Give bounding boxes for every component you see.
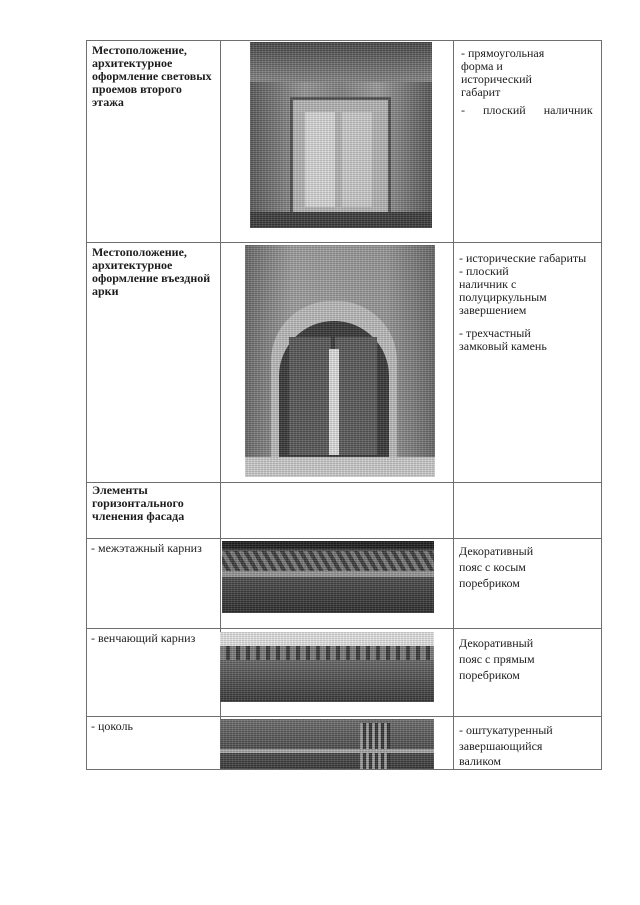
row5-note-1: Декоративный — [459, 636, 534, 650]
column-divider-2 — [453, 40, 454, 770]
arch-photo — [245, 245, 435, 477]
row4-note-2: пояс с косым — [459, 560, 526, 574]
window-photo — [250, 42, 432, 228]
row1-note-1: - прямоугольная — [461, 46, 545, 60]
row5-note-3: поребриком — [459, 668, 520, 682]
row6-note-2: завершающийся — [459, 739, 543, 753]
crowning-cornice-photo — [220, 632, 434, 702]
row1-title: Местоположение, архитектурное оформление световых проемов второго этажа — [92, 43, 212, 109]
row2-note-1: - исторические габариты — [459, 251, 587, 265]
row-divider-1 — [86, 242, 602, 243]
row2-note-6: - трехчастный — [459, 326, 531, 340]
row6-label: - цоколь — [91, 719, 133, 733]
row2-note-4: полуциркульным — [459, 290, 547, 304]
row1-note-4: габарит — [461, 85, 501, 99]
cornice-photo — [222, 541, 434, 613]
row1-note-3: исторический — [461, 72, 532, 86]
row2-title: Местоположение, архитектурное оформление въездной арки — [92, 245, 211, 298]
row5-label: - венчающий карниз — [91, 631, 196, 645]
table-border-bottom — [86, 769, 602, 770]
row6-note-1: - оштукатуренный — [459, 723, 553, 737]
row-divider-4 — [86, 628, 602, 629]
row3-title: Элементы горизонтального членения фасада — [92, 483, 185, 523]
table-border-right — [601, 40, 602, 770]
table-border-left — [86, 40, 87, 770]
row1-note-2: форма и — [461, 59, 503, 73]
row2-note-2: - плоский — [459, 264, 509, 278]
row4-note-3: поребриком — [459, 576, 520, 590]
row2-note-3: наличник с — [459, 277, 517, 291]
row4-note-1: Декоративный — [459, 544, 534, 558]
row5-note-2: пояс с прямым — [459, 652, 535, 666]
row2-note-7: замковый камень — [459, 339, 547, 353]
row2-note-5: завершением — [459, 303, 527, 317]
row-divider-2 — [86, 482, 602, 483]
table-border-top — [86, 40, 602, 41]
row4-label: - межэтажный карниз — [91, 541, 202, 555]
row1-note-5: - плоский наличник — [461, 103, 593, 117]
plinth-photo — [220, 719, 434, 769]
row6-note-3: валиком — [459, 754, 501, 768]
row-divider-3 — [86, 538, 602, 539]
row-divider-5 — [86, 716, 602, 717]
